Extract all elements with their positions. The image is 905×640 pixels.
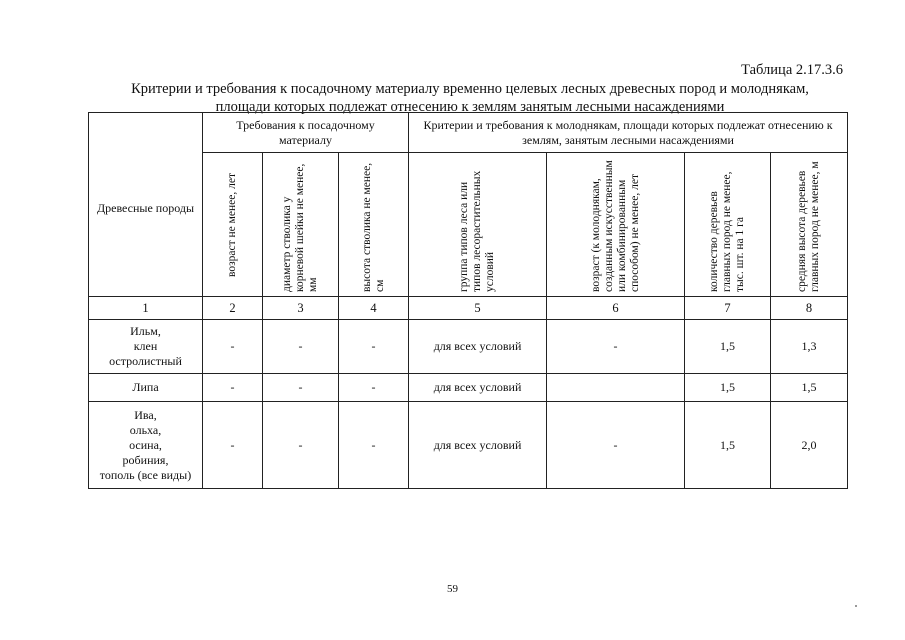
table-cell: 1,5: [771, 374, 848, 402]
column-numbers-row: [89, 297, 848, 320]
criteria-table: [88, 112, 848, 489]
column-number: 1: [89, 297, 203, 320]
column-number: 2: [203, 297, 263, 320]
table-cell: -: [339, 320, 409, 374]
header-col-5: группа типов леса или типов лесорастительных условий: [409, 153, 547, 297]
header-col-3: диаметр стволика у корневой шейки не менее, мм: [263, 153, 339, 297]
header-col-4: высота стволика не менее, см: [339, 153, 409, 297]
table-cell: 1,3: [771, 320, 848, 374]
header-col-7: количество деревьев главных пород не менее, тыс. шт. на 1 га: [685, 153, 771, 297]
table-caption: [90, 80, 850, 116]
table-cell: -: [547, 402, 685, 489]
header-row-1: [89, 113, 848, 153]
table-cell: 2,0: [771, 402, 848, 489]
table-cell: 1,5: [685, 402, 771, 489]
caption-line-1: Критерии и требования к посадочному материалу временно целевых лесных древесных пород и молоднякам,: [131, 81, 809, 97]
table-cell: для всех условий: [409, 402, 547, 489]
table-cell: [547, 374, 685, 402]
table-cell: -: [203, 374, 263, 402]
table-cell: -: [339, 402, 409, 489]
table-cell: для всех условий: [409, 374, 547, 402]
column-number: 8: [771, 297, 848, 320]
table-cell: -: [263, 320, 339, 374]
table-cell: -: [263, 402, 339, 489]
column-number: 7: [685, 297, 771, 320]
table-row: [89, 374, 848, 402]
table-cell: 1,5: [685, 374, 771, 402]
scan-speck: [855, 605, 857, 607]
table-cell: -: [339, 374, 409, 402]
header-col-8: средняя высота деревьев главных пород не менее, м: [771, 153, 848, 297]
caption-line-2: площади которых подлежат отнесению к землям занятым лесными насаждениями: [215, 99, 725, 115]
species-cell: Ильм, клен остролистный: [89, 320, 203, 374]
header-col-2: возраст не менее, лет: [203, 153, 263, 297]
table-cell: для всех условий: [409, 320, 547, 374]
table-label: Таблица 2.17.3.6: [741, 62, 843, 78]
table-cell: -: [203, 402, 263, 489]
header-col-6: возраст (к молоднякам, созданным искусственным или комбинированным способом) не менее, лет: [547, 153, 685, 297]
page-number: 59: [447, 583, 458, 595]
header-planting-material: Требования к посадочному материалу: [203, 113, 409, 153]
species-cell: Ива, ольха, осина, робиния, тополь (все виды): [89, 402, 203, 489]
header-species: Древесные породы: [89, 113, 203, 297]
table-cell: -: [203, 320, 263, 374]
header-row-2: [89, 153, 848, 297]
table-cell: -: [547, 320, 685, 374]
column-number: 3: [263, 297, 339, 320]
column-number: 5: [409, 297, 547, 320]
column-number: 4: [339, 297, 409, 320]
table-cell: -: [263, 374, 339, 402]
table-row: [89, 402, 848, 489]
column-number: 6: [547, 297, 685, 320]
species-cell: Липа: [89, 374, 203, 402]
table-row: [89, 320, 848, 374]
header-young-stands: Критерии и требования к молоднякам, площади которых подлежат отнесению к землям, занятым лесными насаждениями: [409, 113, 848, 153]
table-cell: 1,5: [685, 320, 771, 374]
